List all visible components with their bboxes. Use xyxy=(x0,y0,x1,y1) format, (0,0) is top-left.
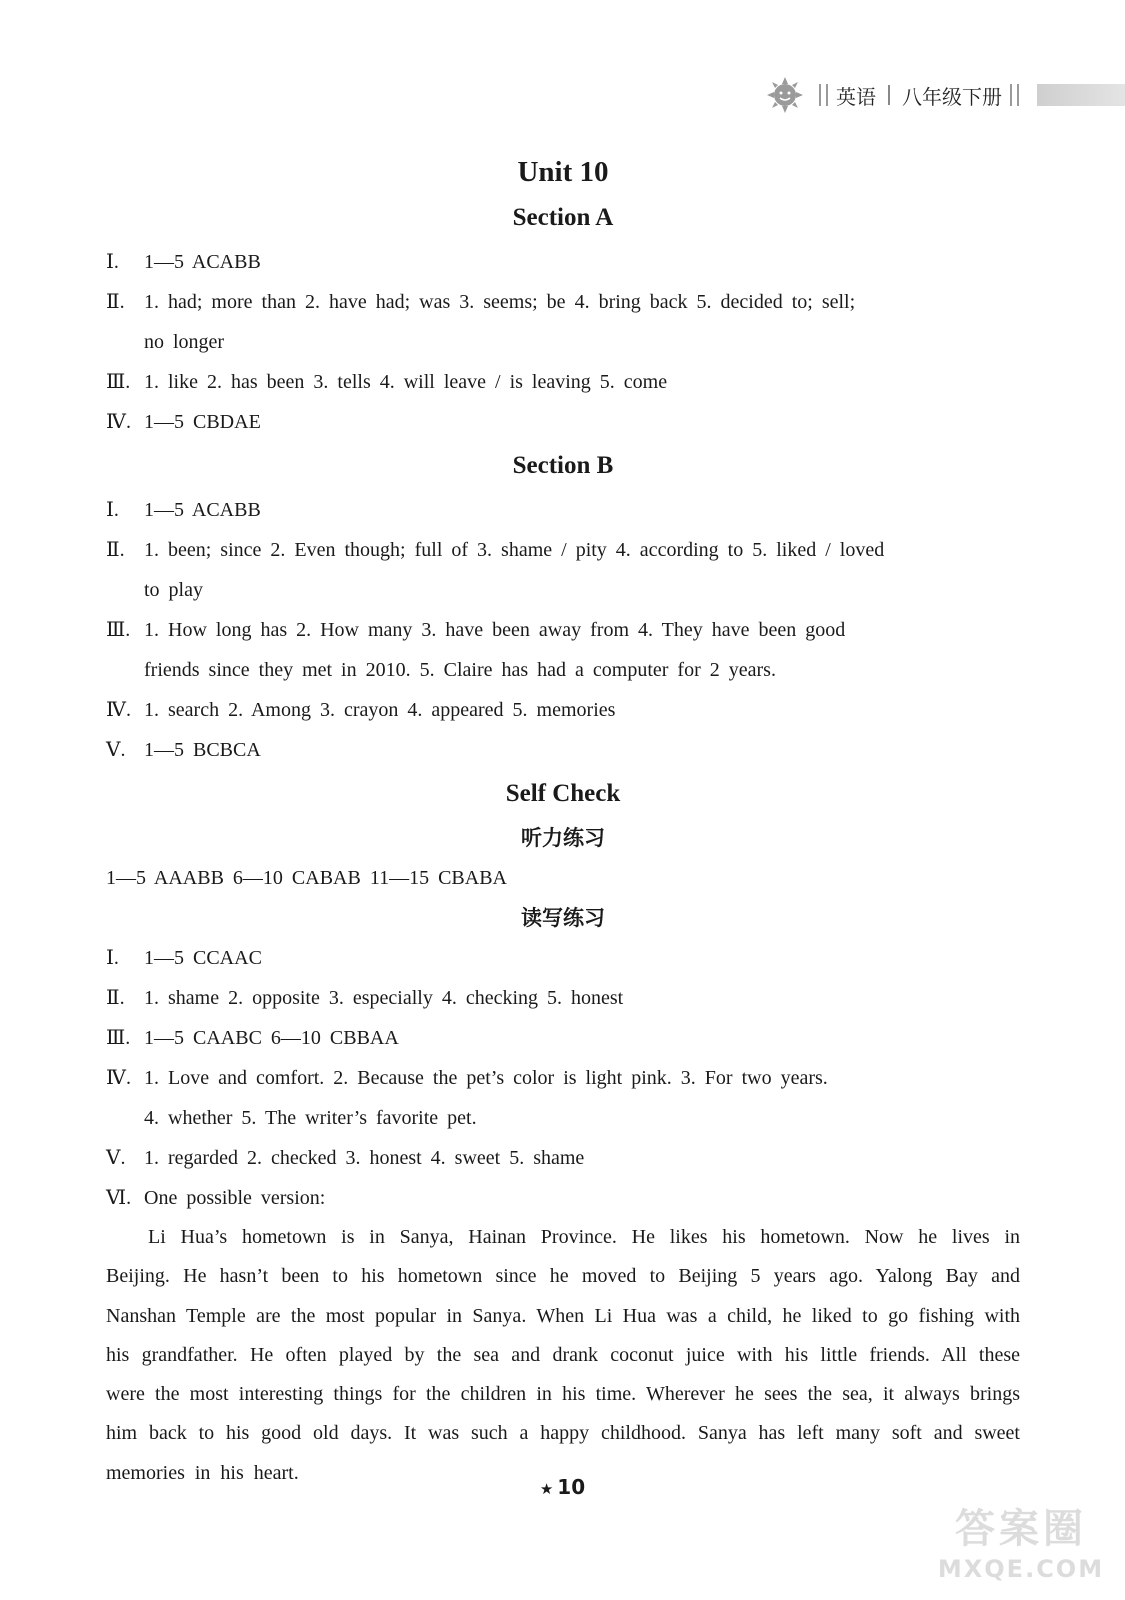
answer-line xyxy=(106,490,1020,530)
answer-text: to play xyxy=(144,579,203,601)
answer-text: 1. regarded 2. checked 3. honest 4. sweet 5. shame xyxy=(144,1147,585,1169)
answer-line xyxy=(106,1018,1020,1058)
self-check-title: Self Check xyxy=(505,780,621,807)
answer-line xyxy=(106,402,1020,442)
answer-line xyxy=(106,938,1020,978)
answer-text: 4. whether 5. The writer’s favorite pet. xyxy=(144,1107,477,1129)
item-number: Ⅱ. xyxy=(106,539,125,561)
page-footer xyxy=(0,1475,1125,1499)
answer-text: friends since they met in 2010. 5. Claire has had a computer for 2 years. xyxy=(144,659,776,681)
item-number: Ⅴ. xyxy=(106,739,126,761)
item-number: Ⅰ. xyxy=(106,947,119,969)
answer-text: no longer xyxy=(144,331,225,353)
answer-text: 1—5 CBDAE xyxy=(144,411,261,433)
item-number: Ⅳ. xyxy=(106,1067,131,1089)
answer-text: 1—5 ACABB xyxy=(144,251,261,273)
answer-line xyxy=(106,978,1020,1018)
answer-line xyxy=(106,690,1020,730)
page-number: 10 xyxy=(557,1475,586,1499)
answer-text: 1—5 CCAAC xyxy=(144,947,262,969)
answer-line-continued xyxy=(106,650,1020,690)
item-number: Ⅱ. xyxy=(106,291,125,313)
item-number: Ⅳ. xyxy=(106,699,131,721)
answer-content xyxy=(106,150,1020,1493)
answer-text: 1. How long has 2. How many 3. have been away from 4. They have been good xyxy=(144,619,846,641)
section-b-answers xyxy=(106,490,1020,770)
answer-line xyxy=(106,610,1020,650)
answer-line-continued xyxy=(106,322,1020,362)
item-number: Ⅰ. xyxy=(106,499,119,521)
answer-line-continued xyxy=(106,1098,1020,1138)
answer-text: 1. like 2. has been 3. tells 4. will leave / is leaving 5. come xyxy=(144,371,668,393)
star-icon: ★ xyxy=(539,1480,554,1498)
item-number: Ⅱ. xyxy=(106,987,125,1009)
answer-line xyxy=(106,242,1020,282)
answer-line xyxy=(106,282,1020,322)
item-number: Ⅲ. xyxy=(106,1027,131,1049)
answer-text: 1. had; more than 2. have had; was 3. seems; be 4. bring back 5. decided to; sell; xyxy=(144,291,856,313)
answer-line xyxy=(106,730,1020,770)
item-number: Ⅴ. xyxy=(106,1147,126,1169)
header-separator xyxy=(888,85,890,105)
sun-mascot-icon xyxy=(765,75,805,115)
answer-line xyxy=(106,530,1020,570)
listening-title: 听力练习 xyxy=(521,826,605,850)
header-divider xyxy=(1010,84,1019,106)
answer-text: 1. been; since 2. Even though; full of 3. shame / pity 4. according to 5. liked / loved xyxy=(144,539,885,561)
answer-text: One possible version: xyxy=(144,1187,326,1209)
answer-line xyxy=(106,1058,1020,1098)
listening-answers: 1—5 AAABB 6—10 CABAB 11—15 CBABA xyxy=(106,867,507,889)
item-number: Ⅲ. xyxy=(106,619,131,641)
site-watermark xyxy=(931,1504,1111,1592)
answer-text: 1. shame 2. opposite 3. especially 4. checking 5. honest xyxy=(144,987,624,1009)
answer-text: 1. search 2. Among 3. crayon 4. appeared 5. memories xyxy=(144,699,616,721)
answer-text: 1—5 CAABC 6—10 CBBAA xyxy=(144,1027,399,1049)
watermark-logo-text: 答案圈 xyxy=(955,1506,1087,1552)
unit-title: Unit 10 xyxy=(517,156,609,188)
header-grade: 八年级下册 xyxy=(902,84,1002,109)
answer-line-continued xyxy=(106,570,1020,610)
section-a-title: Section A xyxy=(512,204,614,231)
sample-essay: Li Hua’s hometown is in Sanya, Hainan Province. He likes his hometown. Now he lives in Beijing. He hasn’t been to his hometown since he moved to Beijing 5 years ago. Yalong Bay and Nanshan Temple are the most popular in Sanya. When Li Hua was a child, he liked to go fishing with his grandfather. He often played by the sea and drank coconut juice with his little friends. All these were the most interesting things for the children in his time. Wherever he sees the sea, it always brings him back to his good old days. It was such a happy childhood. Sanya has left many soft and sweet memories in his heart. xyxy=(106,1226,1020,1484)
item-number: Ⅳ. xyxy=(106,411,131,433)
self-check-answers xyxy=(106,938,1020,1493)
header-divider xyxy=(819,84,828,106)
section-b-title: Section B xyxy=(512,452,614,479)
item-number: Ⅵ. xyxy=(106,1187,132,1209)
answer-text: 1—5 ACABB xyxy=(144,499,261,521)
answer-line xyxy=(106,1178,1020,1218)
answer-line xyxy=(106,1138,1020,1178)
answer-text: 1—5 BCBCA xyxy=(144,739,261,761)
item-number: Ⅰ. xyxy=(106,251,119,273)
header-band xyxy=(1037,84,1125,106)
reading-writing-title: 读写练习 xyxy=(521,906,605,930)
page-header xyxy=(765,74,1125,116)
header-subject: 英语 xyxy=(836,84,876,109)
answer-text: 1. Love and comfort. 2. Because the pet’s color is light pink. 3. For two years. xyxy=(144,1067,828,1089)
section-a-answers xyxy=(106,242,1020,442)
item-number: Ⅲ. xyxy=(106,371,131,393)
answer-line xyxy=(106,362,1020,402)
watermark-url: MXQE.COM xyxy=(937,1555,1105,1583)
